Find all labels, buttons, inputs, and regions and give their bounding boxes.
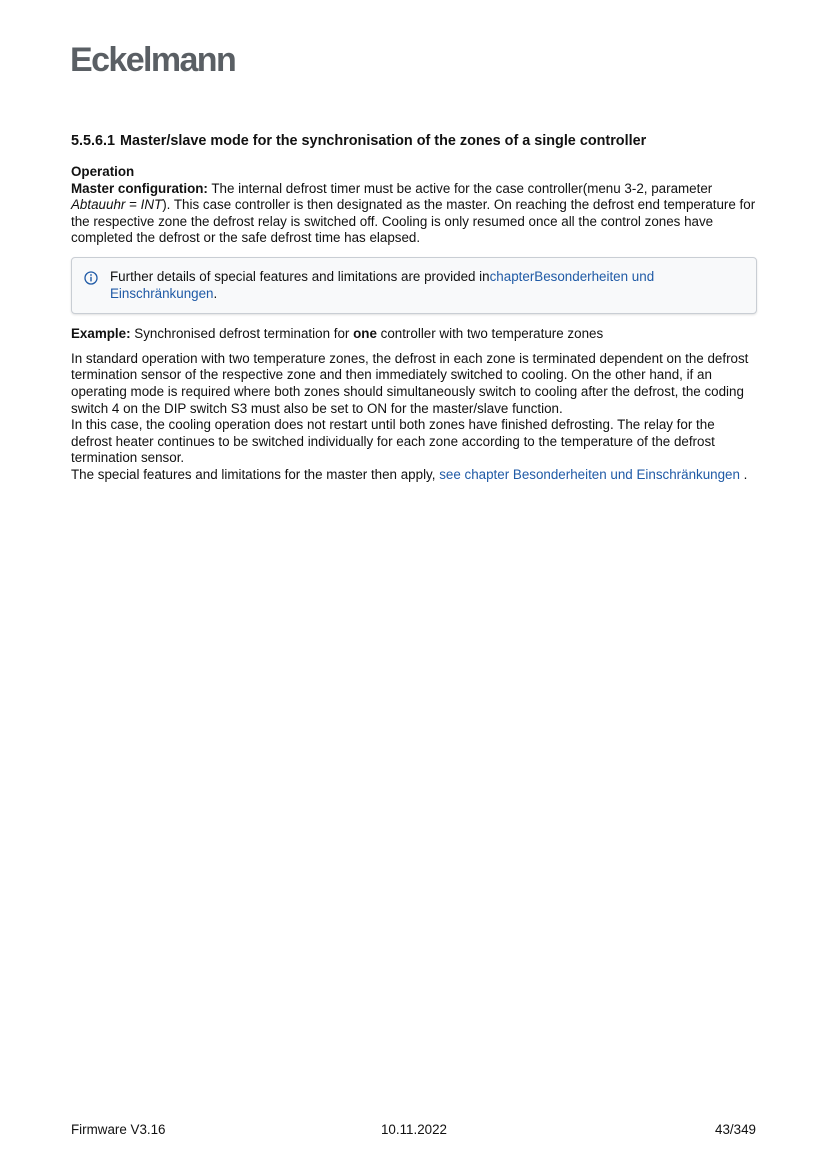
info-circle-icon xyxy=(84,271,98,285)
example-line xyxy=(71,326,757,343)
cooling-restart-paragraph: In this case, the cooling operation does not restart until both zones have finished defrosting. The relay for the defrost heater continues to be switched individually for each zone according to the temperature of the defrost termination sensor. xyxy=(71,417,715,466)
info-box-suffix: . xyxy=(213,285,218,301)
company-logo: Eckelmann xyxy=(70,41,236,79)
info-text xyxy=(110,269,744,302)
section-title: Master/slave mode for the synchronisation of the zones of a single controller xyxy=(120,133,647,149)
example-text-1: Synchronised defrost termination for xyxy=(130,326,354,342)
example-label: Example: xyxy=(71,326,131,342)
special-features-suffix: . xyxy=(739,466,748,482)
example-bold: one xyxy=(353,326,377,342)
see-chapter-link[interactable]: see chapter Besonderheiten und Einschränkungen xyxy=(439,466,740,482)
example-text-2: controller with two temperature zones xyxy=(376,326,604,342)
master-configuration-paragraph xyxy=(71,181,757,247)
master-config-text-2: ). This case controller is then designated as the master. On reaching the defrost end temperature for the respective zone the defrost relay is switched off. Cooling is only resumed once all the control zones have completed the defrost or the safe defrost time has elapsed. xyxy=(71,197,756,246)
page-content xyxy=(71,131,757,484)
section-heading xyxy=(71,131,757,151)
info-box xyxy=(71,257,757,314)
special-features-paragraph xyxy=(71,467,757,484)
parameter-name: Abtauuhr xyxy=(71,197,126,213)
special-features-text: The special features and limitations for the master then apply, xyxy=(71,466,440,482)
parameter-equals: = xyxy=(125,197,141,213)
info-box-text: Further details of special features and limitations are provided in xyxy=(110,268,490,284)
master-config-label: Master configuration: xyxy=(71,180,208,196)
parameter-value: INT xyxy=(140,197,163,213)
document-date: 10.11.2022 xyxy=(380,1122,448,1137)
firmware-version: Firmware V3.16 xyxy=(71,1122,166,1137)
page-number: 43/349 xyxy=(715,1122,756,1137)
section-number: 5.5.6.1 xyxy=(71,133,116,149)
standard-operation-paragraph: In standard operation with two temperature zones, the defrost in each zone is terminated dependent on the defrost termination sensor of the respective zone and then immediately switched to cooling. On the other hand, if an operating mode is required where both zones should simultaneously switch to cooling after the defrost, the coding switch 4 on the DIP switch S3 must also be set to ON for the master/slave function. xyxy=(71,350,749,416)
besonderheiten-link[interactable]: chapterBesonderheiten und Einschränkungen xyxy=(110,268,655,301)
master-config-text-1: The internal defrost timer must be active for the case controller(menu 3-2, parameter xyxy=(207,180,713,196)
page-footer xyxy=(71,1122,757,1140)
operation-heading: Operation xyxy=(71,164,135,179)
